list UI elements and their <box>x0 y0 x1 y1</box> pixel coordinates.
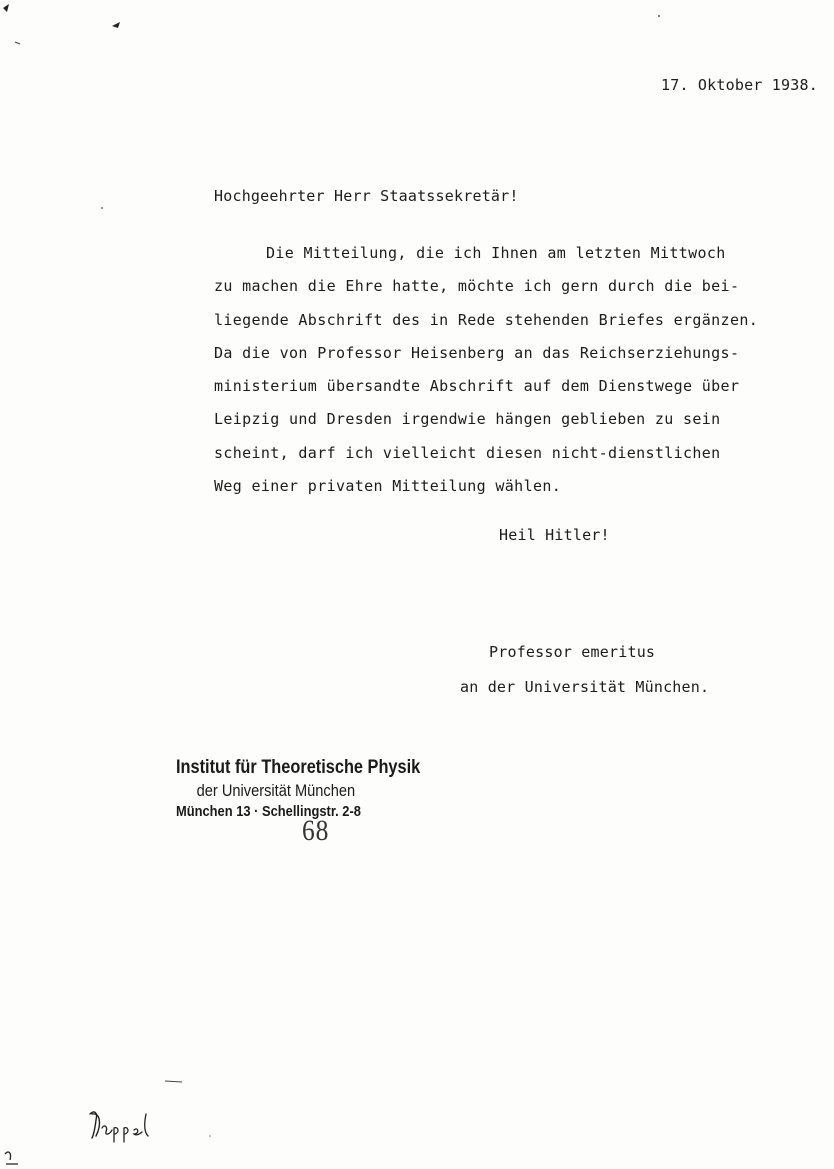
body-line: Die Mitteilung, die ich Ihnen am letzten Mittwoch <box>266 244 726 262</box>
signature-affiliation: an der Universität München. <box>460 678 710 696</box>
body-line: Leipzig und Dresden irgendwie hängen geblieben zu sein <box>214 410 721 429</box>
salutation: Hochgeehrter Herr Staatssekretär! <box>214 187 519 205</box>
body-line: Weg einer privaten Mitteilung wählen. <box>214 477 562 496</box>
letter-date: 17. Oktober 1938. <box>661 76 818 94</box>
stamp-university: der Universität München <box>196 781 356 800</box>
body-line: scheint, darf ich vielleicht diesen nicht-dienstlichen <box>214 443 721 462</box>
body-line: Da die von Professor Heisenberg an das Reichserziehungs- <box>214 343 740 362</box>
closing-greeting: Heil Hitler! <box>499 526 610 544</box>
signature-title: Professor emeritus <box>489 643 656 661</box>
body-line: zu machen die Ehre hatte, möchte ich gern durch die bei- <box>214 277 740 296</box>
stamp-address: München 13 · Schellingstr. 2-8 <box>176 803 361 820</box>
body-line: ministerium übersandte Abschrift auf dem Dienstwege über <box>214 377 740 396</box>
body-line: liegende Abschrift des in Rede stehenden Briefes ergänzen. <box>214 310 759 329</box>
page-number: 68 <box>302 814 330 847</box>
stamp-institute-name: Institut für Theoretische Physik <box>176 757 421 778</box>
